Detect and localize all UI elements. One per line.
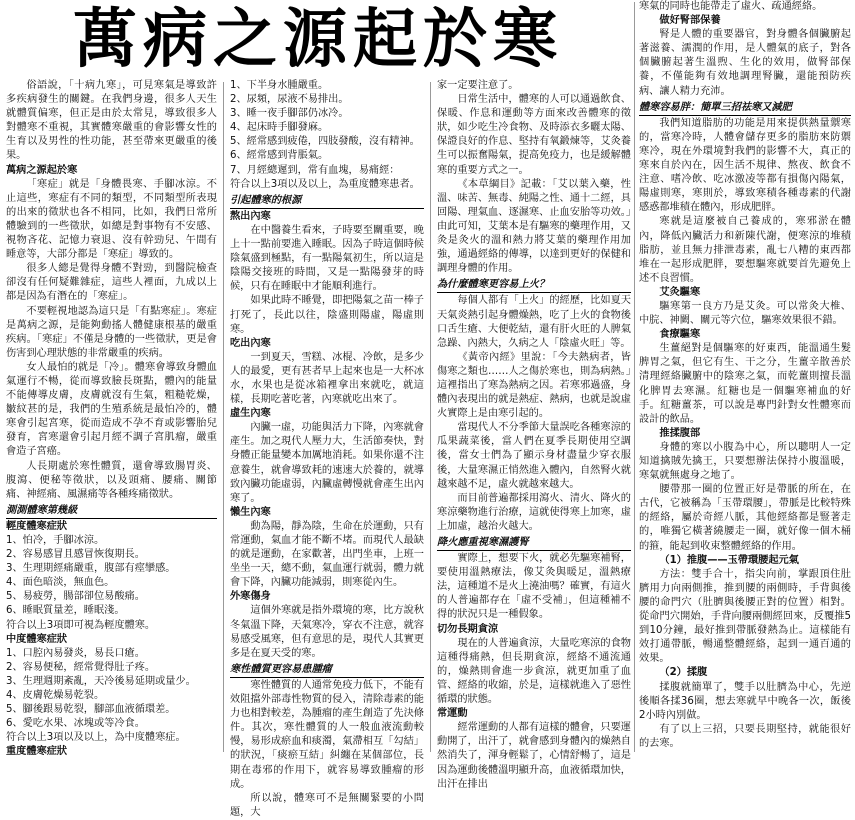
- subsection-heading: 吃出內寒: [230, 337, 271, 349]
- subsection-heading: 中度體寒症狀: [6, 633, 68, 645]
- list-item: 6、睡眠質量差，睡眠淺。: [6, 605, 125, 617]
- subsection-heading: 推揉腹部: [659, 427, 701, 439]
- paragraph: 寒就是這麼被自己養成的，寒邪淤在體內，降低內臟活力和新陳代謝，便寒涼的堆積脂肪，並且無力排泄毒素，亂七八糟的東西都堆在一起形成肥胖，要想驅寒就要首先避免上述不良習慣。: [639, 216, 851, 284]
- list-item: 4、起床時手腳發麻。: [230, 122, 329, 134]
- column-2: [230, 79, 424, 818]
- subsection-heading: 輕度體寒症狀: [6, 520, 68, 532]
- paragraph: 這個外寒就是指外環境的寒，比方說秋冬氣溫下降，天氣寒冷，穿衣不注意，就容易感受風寒，但有意思的是，現代人其實更多是在夏天受的寒。: [230, 605, 424, 659]
- column-4: [639, 0, 851, 756]
- section-heading: 寒性體質更容易患腫瘤: [230, 663, 424, 678]
- paragraph: 《黃帝內經》里說：「今夫熱病者，皆傷寒之類也……人之傷於寒也，則為病熱。」這裡指出了寒為熱病之因。若寒邪過盛，身體內表現出的就是熱症、熱病，也就是說虛火實際上是由寒引起的。: [437, 351, 631, 420]
- paragraph: 家一定要注意了。: [437, 80, 519, 91]
- list-item: 4、皮膚乾燥易乾裂。: [6, 690, 105, 702]
- paragraph: 生薑絕對是個驅寒的好東西，能溫通生髮脾胃之氣，但它有生、干之分，生薑辛散善於清理經絡臟腑中的陰寒之氣，而乾薑則擅長溫化脾胃去寒濕。紅糖也是一個驅寒補血的好手。紅糖薑茶，可以說是專門針對女性體寒而設計的飲品。: [639, 343, 851, 425]
- section-heading: 降火應重視寒濕護腎: [437, 536, 631, 551]
- paragraph: 當現代人不分季節大量誤吃各種寒涼的瓜果蔬菜後，當人們在夏季長期使用空調後，當女士們為了顯示身材盡量少穿衣服後，大量寒濕正悄然進入體內，自然腎火就越來越不足，虛火就越來越大。: [437, 422, 631, 490]
- list-item: 2、尿頻，尿液不易排出。: [230, 94, 349, 106]
- list-item: 5、經常感到疲倦，四肢發酸，沒有精神。: [230, 136, 420, 148]
- paragraph: 一到夏天，雪糕、冰棍、冷飲，是多少人的最愛，更有甚者早上起來也是一大杯冰水，水果也是從冰箱裡拿出來就吃，就這樣，長期吃著吃著，內寒就吃出來了。: [230, 351, 424, 406]
- column-1: [6, 79, 217, 756]
- subsection-heading: 艾灸驅寒: [659, 286, 701, 298]
- paragraph: 腎是人體的重要器官，對身體各個臟腑起著滋養、濡潤的作用，是人體氣的底子，對各個臟腑起著生溫煦、生化的效用，做腎部保養，不僅能夠有效地調理腎臟，還能預防疾病、讓人精力充沛。: [639, 29, 851, 97]
- column-3: [437, 79, 631, 790]
- list-item: 5、易疲勞，腸部卻位易酸痛。: [6, 591, 145, 603]
- paragraph: 我們知道脂肪的功能是用來提供熱量禦寒的，當寒冷時，人體會儲存更多的脂肪來防禦寒冷，現在外環境對我們的影響不大，真正的寒來自於內在，因生活不規律、熬夜、飲食不注意、嗜冷飲、吃冰激凌等都有損傷內陽氣，陽虛則寒，寒則於，導致寒積各種毒素的代謝感惑都堆積在體內，形成肥胖。: [639, 117, 851, 214]
- list-item: 3、生理週期紊亂，天冷後易延期或量少。: [6, 675, 196, 687]
- section-heading: 為什麼體寒更容易上火？: [437, 278, 631, 293]
- paragraph: 實際上，想要下火，就必先驅寒補腎，要使用溫熱療法，像艾灸與暖足，溫熱療法，這種道不是火上澆油嗎？確實，有這火的人普遍都存在「虛不受補」，但這種補不得的狀況只是一種假象。: [437, 553, 631, 621]
- list-item: 2、容易便秘，經常覺得肚子疼。: [6, 661, 156, 673]
- paragraph: 人長期處於寒性體質，還會導致腸胃炎、腹瀉、便秘等徵狀，以及頭痛、腰痛、關節痛、神經痛、風濕痛等各種疼痛徵狀。: [6, 460, 217, 500]
- paragraph: 內臟一虛，功能與活力下降，內寒就會產生。加之現代人壓力大，生活節奏快，對身體正能量變本加厲地消耗。如果你還不注意養生，就會導致耗的速速大於養的，就導致內臟功能虛弱，內臟虛轉慢就會產生出內寒了。: [230, 422, 424, 504]
- paragraph: 「寒症」就是「身體畏寒、手腳冰涼。不止這些，寒症有不同的類型，不同類型所表現的出來的徵狀也各不相同，比如，我們日常所體驗到的一些徵狀，如總是對事物有不安感、視物吝花、記憶力衰退、沒有幹勁兒、午間有睡意等，大部分都是「寒症」導致的。: [6, 178, 217, 261]
- paragraph: 如果此時不睡覺，即把陽氣之苗一棒子打死了，長此以往，陰盛則陽虛，陽虛則寒。: [230, 295, 424, 335]
- section-heading: 體寒容易胖：簡單三招祛寒又減肥: [639, 101, 851, 116]
- paragraph: 揉腹就簡單了，雙手以肚臍為中心，先逆後順各揉36圈，想去寒就早中晚各一次，飯後2小時內別做。: [639, 681, 851, 721]
- paragraph: 在中醫養生看來，子時要至關重要，晚上十一點前要進入睡眠。因為子時這個時候陰氣盛到極點，有一點陽氣初生，所以這是陰陽交接班的時間，又是一點陽發芽的時候，只有在睡眠中才能順利進行。: [230, 224, 424, 293]
- paragraph: 《本草綱目》記載：「艾以葉入藥，性溫、味苦、無毒、純陽之性、通十二經，具回陽、理氣血、逐濕寒、止血安胎等功效。」由此可知，艾葉本是有驅寒的藥理作用，又灸是灸火的溫和熱力將艾葉的藥理作用加強，通過經絡的傳導，以達到更好的保健和調理身體的作用。: [437, 178, 631, 275]
- paragraph: 每個人都有「上火」的經歷，比如夏天天氣炎熱引起身體燥熱，吃了上火的食物後口舌生瘡、大便乾結，還有肝火旺的人脾氣急躁、內熱大，久病之人「陰虛火旺」等。: [437, 295, 631, 349]
- list-item: 2、容易感冒且感冒恢復期長。: [6, 549, 145, 561]
- paragraph: 符合以上3項即可視為輕度體寒。: [6, 619, 156, 631]
- list-item: 5、腳後跟易乾裂，腳部血液循環差。: [6, 704, 176, 716]
- paragraph: 寒氣的同時也能帶走了虛火、疏通經絡。: [639, 1, 823, 12]
- subsection-heading: 做好腎部保養: [659, 15, 721, 27]
- paragraph: 女人最怕的就是「冷」。體寒會導致身體血氣運行不暢，從而導致臉長斑點，體內的能量不能傳導皮膚，皮膚就沒有生氣，粗糙乾燥，皺紋甚的是，我們的生殖系統是最怕冷的，體寒會引起宮寒，從而造成不孕不育或影響胎兒發育，宮寒還會引起月經不調子宮肌瘤，嚴重會造子宮癌。: [6, 361, 217, 458]
- list-item: 3、生理期經痛嚴重，腹部有痙攣感。: [6, 563, 176, 575]
- paragraph: 動為陽，靜為陰，生命在於運動，只有常運動，氣血才能不斷不堵。而現代人最缺的就是運動，在家歡著，出門坐車，上班一坐坐一天，總不動，氣血運行就弱，體力就會下降，內臟功能減弱，則寒從內生。: [230, 520, 424, 589]
- column-divider: [223, 82, 224, 752]
- paragraph: 俗語說，「十病九寒」，可見寒氣是導致許多疾病發生的關鍵。在我們身邊，很多人天生就體質偏寒，但正是由於太常見，導致很多人對體寒不重視，其實體寒嚴重的會影響女性的生育以及男性的性功能，甚至帶來更嚴重的後果。: [6, 80, 217, 162]
- paragraph: 經常運動的人都有這樣的體會，只要運動開了，出汗了，就會感到身體內的燥熱自然消失了，渾身輕鬆了，心情舒暢了，這是因為運動後體溫明顯升高，血液循環加快，出汗在排出: [437, 722, 631, 790]
- column-divider: [430, 82, 431, 752]
- list-item: 1、怕冷，手腳冰涼。: [6, 535, 105, 546]
- subsection-heading: 虛生內寒: [230, 408, 271, 420]
- list-item: 6、經常感到背脹氣。: [230, 150, 329, 162]
- list-item: 1、口腔內易發炎，易長口瘡。: [6, 647, 145, 659]
- section-heading: 測測體寒第幾級: [6, 504, 217, 519]
- list-item: 4、面色暗淡，無血色。: [6, 577, 115, 589]
- paragraph: 而目前普遍都採用瀉火、清火、降火的寒涼藥物進行治療，這就使得寒上加寒，虛上加虛，越治火越大。: [437, 492, 631, 532]
- subsection-heading: （1）推腹——玉帶環腰起元氣: [659, 554, 799, 566]
- column-divider: [634, 2, 635, 752]
- section-heading: 萬病之源起於寒: [6, 164, 78, 176]
- subsection-heading: 切勿長期貪涼: [437, 623, 499, 635]
- paragraph: 驅寒第一良方乃是艾灸。可以常灸大椎、中脘、神闕、關元等穴位，驅寒效果很不錯。: [639, 300, 851, 327]
- list-item: 7、月經總遲到，常有血塊，易痛經：: [230, 164, 400, 176]
- paragraph: 腰帶那一圈的位置正好是帶脈的所在，在古代，它被稱為「玉帶環腰」，帶脈是比較特殊的經絡，屬於奇經八脈，其他經絡都是豎著走的，唯獨它橫著繞腰走一圈，就好像一個木桶的箍，能起到收束整體經絡的作用。: [639, 484, 851, 552]
- paragraph: 方法：雙手合十，指尖向前，掌跟頂住肚臍用力向兩側推，推到腰的兩側時，手背與後腰的命門穴（肚臍與後腰正對的位置）相對。從命門穴開始，手背向腰兩側經回來，反覆推5到10分鐘，最好推到帶脈發熱為止。這樣能有效打通帶脈，暢通整體經絡，起到一通百通的效果。: [639, 568, 851, 665]
- paragraph: 現在的人普遍貪涼，大量吃寒涼的食物這種得痛熱，但長期貪涼，經絡不通流通的，燥熱則會進一步貪涼，就更加重了血管、經絡的收縮，於是，這樣就進入了惡性循環的狀態。: [437, 637, 631, 706]
- paragraph: 符合以上3項以及以上，為重度體寒患者。: [230, 178, 420, 190]
- subsection-heading: 熬出內寒: [230, 210, 271, 222]
- paragraph: 不要輕視地認為這只是「有點寒症」。寒症是萬病之源，是能夠動搖人體健康根基的嚴重疾病。「寒症」不僅是身體的一些徵狀，更是會伤害到心理狀態的非常嚴重的疾病。: [6, 305, 217, 359]
- paragraph: 有了以上三招，只要長期堅持，就能很好的去寒。: [639, 723, 851, 749]
- list-item: 1、下半身水腫嚴重。: [230, 80, 329, 91]
- section-heading: 引起體寒的根源: [230, 194, 424, 209]
- subsection-heading: 懶生內寒: [230, 506, 271, 518]
- paragraph: 所以說，體寒可不是無關緊要的小問題，大: [230, 792, 424, 818]
- paragraph: 很多人總是覺得身體不對勁，到醫院檢查卻沒有任何疑難雜症，這些人裡面，九成以上都是因為有潛在的「寒症」。: [6, 263, 217, 303]
- subsection-heading: 外寒傷身: [230, 591, 271, 603]
- list-item: 6、愛吃水果、冰塊或等冷食。: [6, 718, 145, 730]
- paragraph: 寒性體質的人通常免疫力低下，不能有效阻擋外部毒性物質的侵入，清除毒素的能力也相對較差，為腫瘤的產生創造了先決條件。其次，寒性體質的人一般血液流動較慢，易形成瘀血和痰濁，氣滯相互「勾結」的狀況，「痰瘀互結」糾纏在某個部位，長期在毒邪的作用下，就容易導致腫瘤的形成。: [230, 679, 424, 790]
- page-title: 萬病之源起於寒: [73, 2, 563, 77]
- paragraph: 日常生活中，體寒的人可以通過飲食、保暖、作息和運動等方面來改善體寒的徵狀，如少吃生冷食物、及時添衣多曬太陽、保證良好的作息、堅持有氧鍛煉等，艾灸養生可以振奮陽氣，提高免疫力，也是緩解體寒的重要方式之一。: [437, 94, 631, 176]
- subsection-heading: 常運動: [437, 708, 468, 720]
- paragraph: 身體的寒以小腹為中心，所以聰明人一定知道擒賊先擒王，只要想辦法保持小腹溫暖，寒氣就無處身之地了。: [639, 441, 851, 482]
- subsection-heading: （2）揉腹: [659, 667, 708, 679]
- paragraph: 符合以上3項以及以上，為中度體寒症。: [6, 732, 186, 744]
- list-item: 3、睡一夜手腳部仍冰冷。: [230, 108, 349, 120]
- subsection-heading: 食療驅寒: [659, 329, 701, 341]
- subsection-heading: 重度體寒症狀: [6, 746, 68, 758]
